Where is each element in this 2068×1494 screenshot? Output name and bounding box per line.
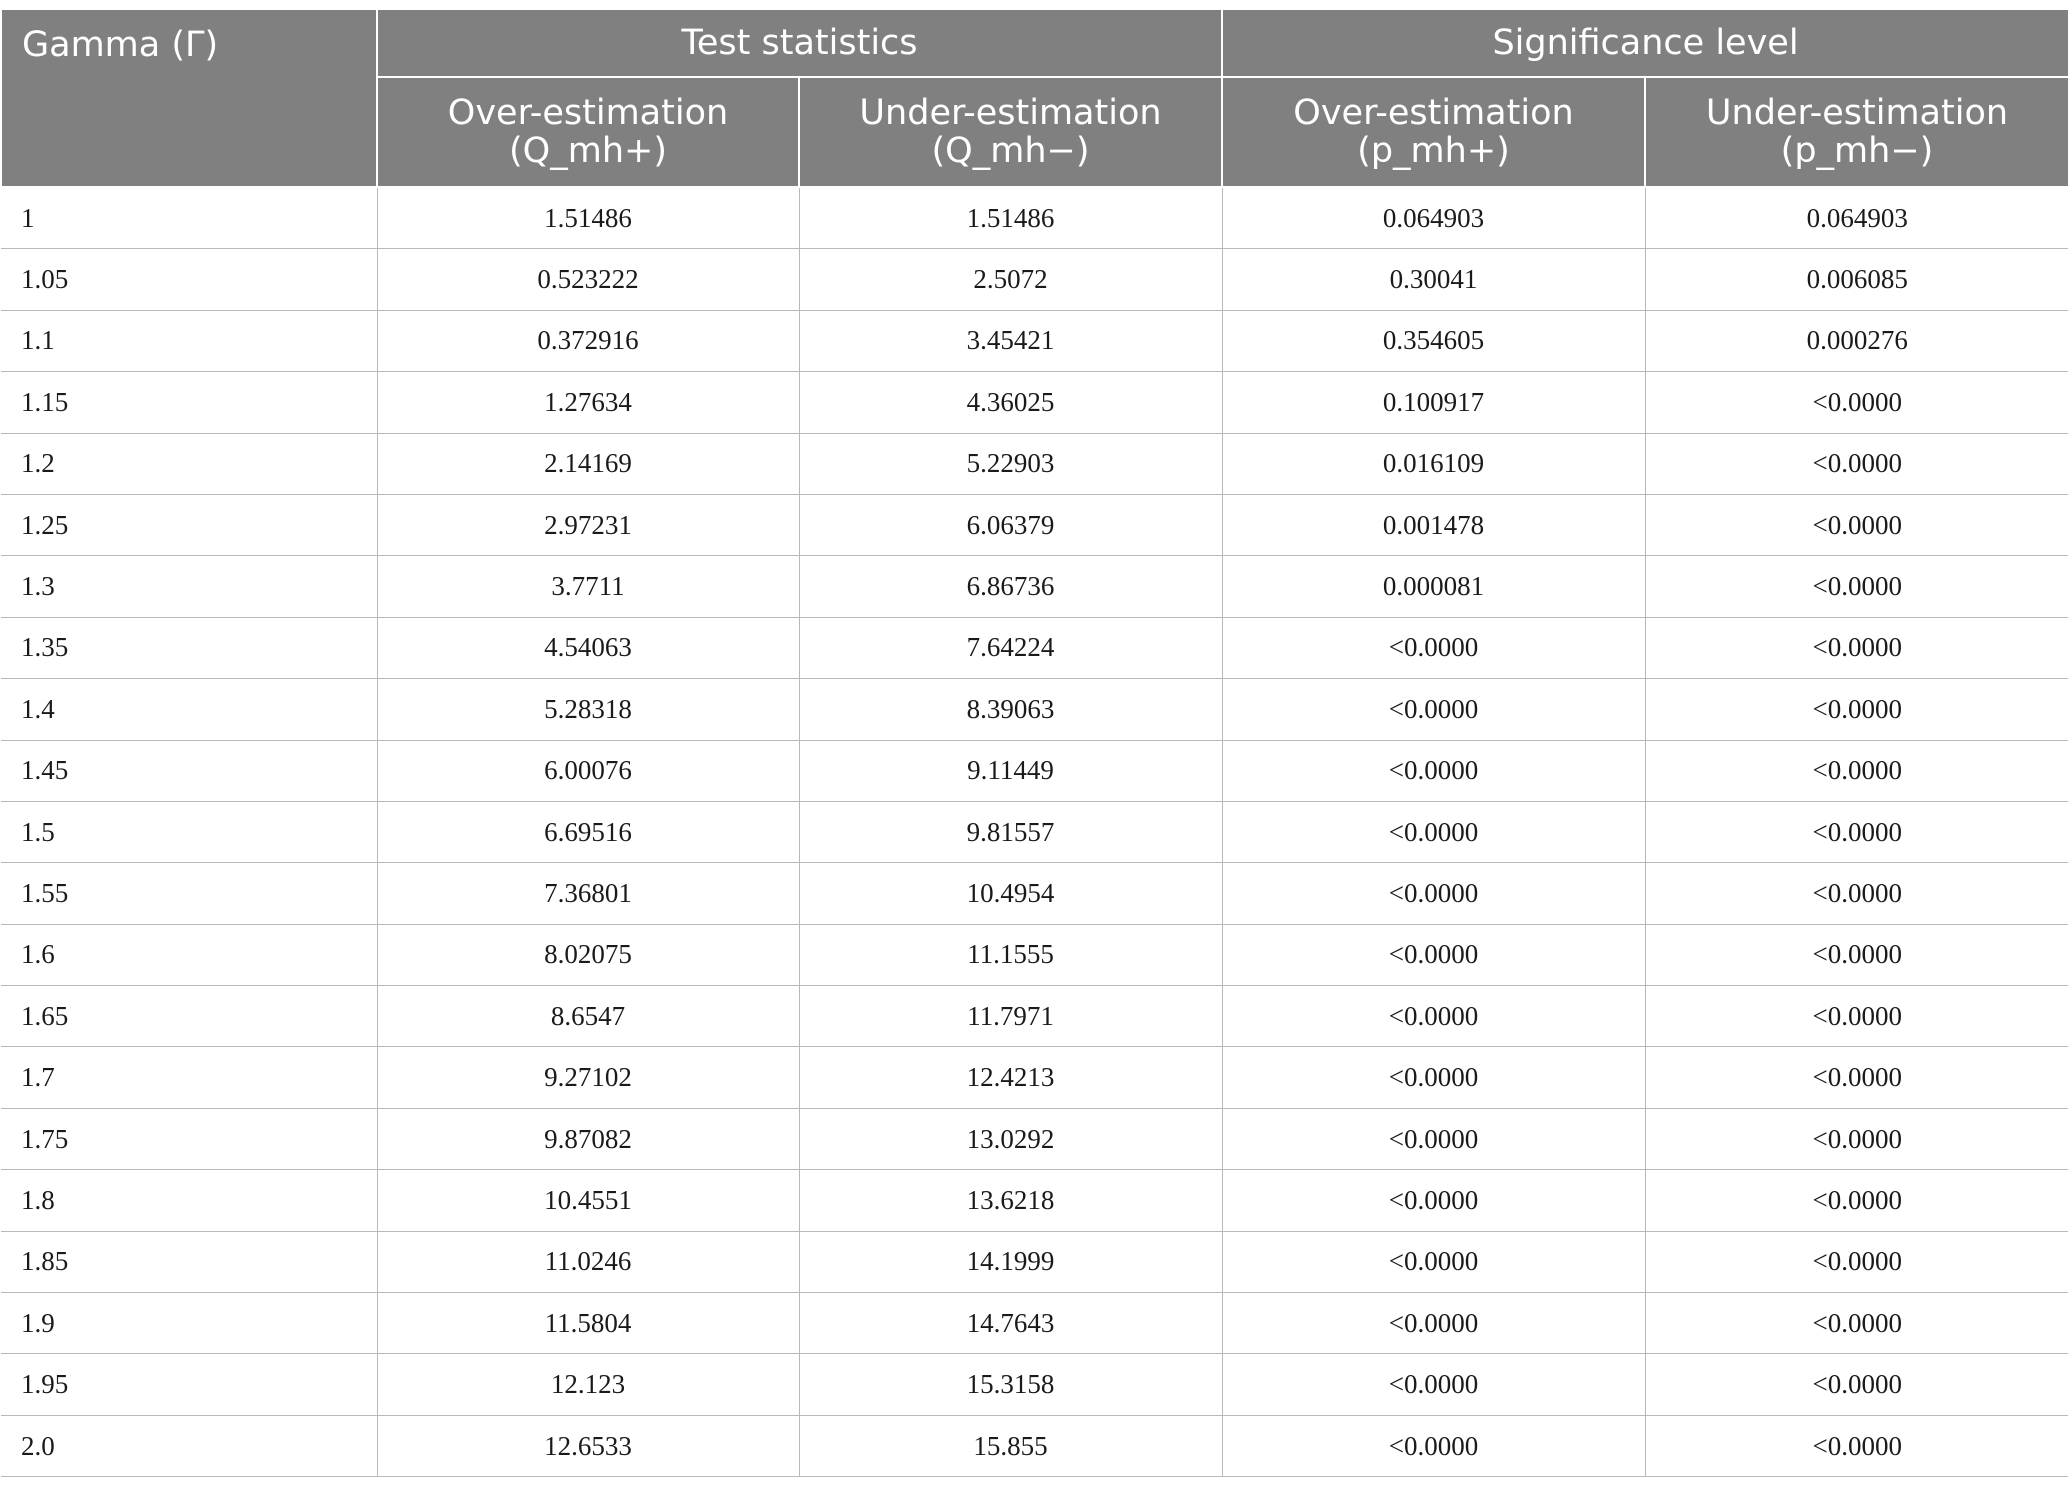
p-under-cell: <0.0000 (1645, 924, 2068, 985)
q-under-cell: 8.39063 (799, 679, 1222, 740)
p-under-cell: <0.0000 (1645, 863, 2068, 924)
q-under-cell: 11.7971 (799, 986, 1222, 1047)
q-over-cell: 4.54063 (377, 617, 799, 678)
gamma-cell: 1 (1, 187, 377, 249)
p-over-cell: <0.0000 (1222, 740, 1645, 801)
table-header (1, 9, 2068, 187)
p-under-cell: <0.0000 (1645, 740, 2068, 801)
p-over-cell: <0.0000 (1222, 924, 1645, 985)
table-row (1, 1047, 2068, 1108)
p-under-cell: 0.000276 (1645, 310, 2068, 371)
table-row (1, 863, 2068, 924)
gamma-cell: 1.7 (1, 1047, 377, 1108)
p-under-cell: <0.0000 (1645, 1047, 2068, 1108)
q-under-cell: 6.86736 (799, 556, 1222, 617)
table-row (1, 617, 2068, 678)
q-under-cell: 7.64224 (799, 617, 1222, 678)
gamma-cell: 1.4 (1, 679, 377, 740)
p-under-cell: <0.0000 (1645, 556, 2068, 617)
header-q-under-line1: Under-estimation (859, 93, 1162, 133)
p-over-cell: 0.30041 (1222, 249, 1645, 310)
gamma-cell: 1.3 (1, 556, 377, 617)
q-over-cell: 8.02075 (377, 924, 799, 985)
p-under-cell: <0.0000 (1645, 372, 2068, 433)
p-over-cell: <0.0000 (1222, 679, 1645, 740)
table-row (1, 310, 2068, 371)
header-q-under-line2: (Q_mh−) (931, 131, 1090, 171)
gamma-cell: 1.5 (1, 801, 377, 862)
table-row (1, 1108, 2068, 1169)
table-row (1, 740, 2068, 801)
q-over-cell: 9.87082 (377, 1108, 799, 1169)
q-over-cell: 0.372916 (377, 310, 799, 371)
table-row (1, 801, 2068, 862)
p-over-cell: 0.100917 (1222, 372, 1645, 433)
header-gamma: Gamma (Γ) (1, 9, 377, 187)
q-under-cell: 15.3158 (799, 1354, 1222, 1415)
p-under-cell: <0.0000 (1645, 1415, 2068, 1476)
table-row (1, 249, 2068, 310)
p-over-cell: <0.0000 (1222, 986, 1645, 1047)
p-over-cell: 0.001478 (1222, 494, 1645, 555)
q-under-cell: 14.1999 (799, 1231, 1222, 1292)
header-p-over-line2: (p_mh+) (1357, 131, 1510, 171)
q-over-cell: 5.28318 (377, 679, 799, 740)
q-under-cell: 13.0292 (799, 1108, 1222, 1169)
p-over-cell: 0.000081 (1222, 556, 1645, 617)
gamma-cell: 1.25 (1, 494, 377, 555)
p-over-cell: 0.016109 (1222, 433, 1645, 494)
p-over-cell: <0.0000 (1222, 1170, 1645, 1231)
table-row (1, 986, 2068, 1047)
table-row (1, 556, 2068, 617)
header-significance-level: Significance level (1222, 9, 2068, 77)
q-over-cell: 10.4551 (377, 1170, 799, 1231)
gamma-cell: 1.9 (1, 1293, 377, 1354)
q-under-cell: 3.45421 (799, 310, 1222, 371)
q-over-cell: 2.14169 (377, 433, 799, 494)
p-under-cell: <0.0000 (1645, 433, 2068, 494)
p-over-cell: <0.0000 (1222, 1047, 1645, 1108)
q-over-cell: 6.00076 (377, 740, 799, 801)
table-row (1, 433, 2068, 494)
p-under-cell: 0.064903 (1645, 187, 2068, 249)
gamma-cell: 1.15 (1, 372, 377, 433)
q-under-cell: 10.4954 (799, 863, 1222, 924)
q-under-cell: 6.06379 (799, 494, 1222, 555)
q-over-cell: 1.27634 (377, 372, 799, 433)
header-p-under (1645, 77, 2068, 187)
table-row (1, 1415, 2068, 1476)
header-p-under-line2: (p_mh−) (1780, 131, 1934, 171)
q-over-cell: 12.6533 (377, 1415, 799, 1476)
p-over-cell: <0.0000 (1222, 801, 1645, 862)
header-p-under-line1: Under-estimation (1705, 93, 2009, 133)
p-under-cell: <0.0000 (1645, 986, 2068, 1047)
p-under-cell: <0.0000 (1645, 1354, 2068, 1415)
p-under-cell: <0.0000 (1645, 1170, 2068, 1231)
gamma-cell: 1.2 (1, 433, 377, 494)
q-under-cell: 11.1555 (799, 924, 1222, 985)
p-under-cell: <0.0000 (1645, 679, 2068, 740)
q-over-cell: 1.51486 (377, 187, 799, 249)
table-row (1, 1170, 2068, 1231)
p-over-cell: 0.354605 (1222, 310, 1645, 371)
q-under-cell: 14.7643 (799, 1293, 1222, 1354)
q-under-cell: 12.4213 (799, 1047, 1222, 1108)
header-p-over (1222, 77, 1645, 187)
p-over-cell: <0.0000 (1222, 617, 1645, 678)
q-over-cell: 6.69516 (377, 801, 799, 862)
q-over-cell: 11.5804 (377, 1293, 799, 1354)
p-under-cell: <0.0000 (1645, 1108, 2068, 1169)
q-under-cell: 9.81557 (799, 801, 1222, 862)
q-under-cell: 5.22903 (799, 433, 1222, 494)
p-under-cell: <0.0000 (1645, 1293, 2068, 1354)
gamma-cell: 1.75 (1, 1108, 377, 1169)
q-under-cell: 9.11449 (799, 740, 1222, 801)
gamma-cell: 1.95 (1, 1354, 377, 1415)
p-over-cell: <0.0000 (1222, 1231, 1645, 1292)
q-over-cell: 7.36801 (377, 863, 799, 924)
q-over-cell: 3.7711 (377, 556, 799, 617)
header-p-over-line1: Over-estimation (1293, 93, 1574, 133)
q-under-cell: 4.36025 (799, 372, 1222, 433)
q-over-cell: 9.27102 (377, 1047, 799, 1108)
gamma-cell: 1.85 (1, 1231, 377, 1292)
p-over-cell: <0.0000 (1222, 1415, 1645, 1476)
table-row (1, 1354, 2068, 1415)
table-row (1, 494, 2068, 555)
table-body (1, 187, 2068, 1477)
p-over-cell: <0.0000 (1222, 1354, 1645, 1415)
table-row (1, 679, 2068, 740)
q-over-cell: 2.97231 (377, 494, 799, 555)
table-row (1, 187, 2068, 249)
p-over-cell: <0.0000 (1222, 1293, 1645, 1354)
gamma-cell: 1.45 (1, 740, 377, 801)
gamma-cell: 1.55 (1, 863, 377, 924)
gamma-cell: 1.35 (1, 617, 377, 678)
sensitivity-table-container (0, 8, 2068, 1477)
q-over-cell: 0.523222 (377, 249, 799, 310)
gamma-cell: 1.1 (1, 310, 377, 371)
p-over-cell: <0.0000 (1222, 1108, 1645, 1169)
p-under-cell: 0.006085 (1645, 249, 2068, 310)
q-under-cell: 2.5072 (799, 249, 1222, 310)
header-q-under (799, 77, 1222, 187)
q-over-cell: 11.0246 (377, 1231, 799, 1292)
header-test-statistics: Test statistics (377, 9, 1222, 77)
header-q-over (377, 77, 799, 187)
gamma-cell: 1.6 (1, 924, 377, 985)
table-row (1, 924, 2068, 985)
gamma-cell: 1.65 (1, 986, 377, 1047)
gamma-cell: 2.0 (1, 1415, 377, 1476)
header-q-over-line2: (Q_mh+) (509, 131, 667, 171)
q-under-cell: 13.6218 (799, 1170, 1222, 1231)
p-under-cell: <0.0000 (1645, 1231, 2068, 1292)
table-row (1, 372, 2068, 433)
table-row (1, 1293, 2068, 1354)
p-under-cell: <0.0000 (1645, 494, 2068, 555)
q-under-cell: 15.855 (799, 1415, 1222, 1476)
gamma-cell: 1.8 (1, 1170, 377, 1231)
q-under-cell: 1.51486 (799, 187, 1222, 249)
header-q-over-line1: Over-estimation (447, 93, 729, 133)
q-over-cell: 8.6547 (377, 986, 799, 1047)
q-over-cell: 12.123 (377, 1354, 799, 1415)
sensitivity-table (0, 8, 2068, 1477)
p-under-cell: <0.0000 (1645, 801, 2068, 862)
p-over-cell: <0.0000 (1222, 863, 1645, 924)
p-over-cell: 0.064903 (1222, 187, 1645, 249)
table-row (1, 1231, 2068, 1292)
gamma-cell: 1.05 (1, 249, 377, 310)
p-under-cell: <0.0000 (1645, 617, 2068, 678)
